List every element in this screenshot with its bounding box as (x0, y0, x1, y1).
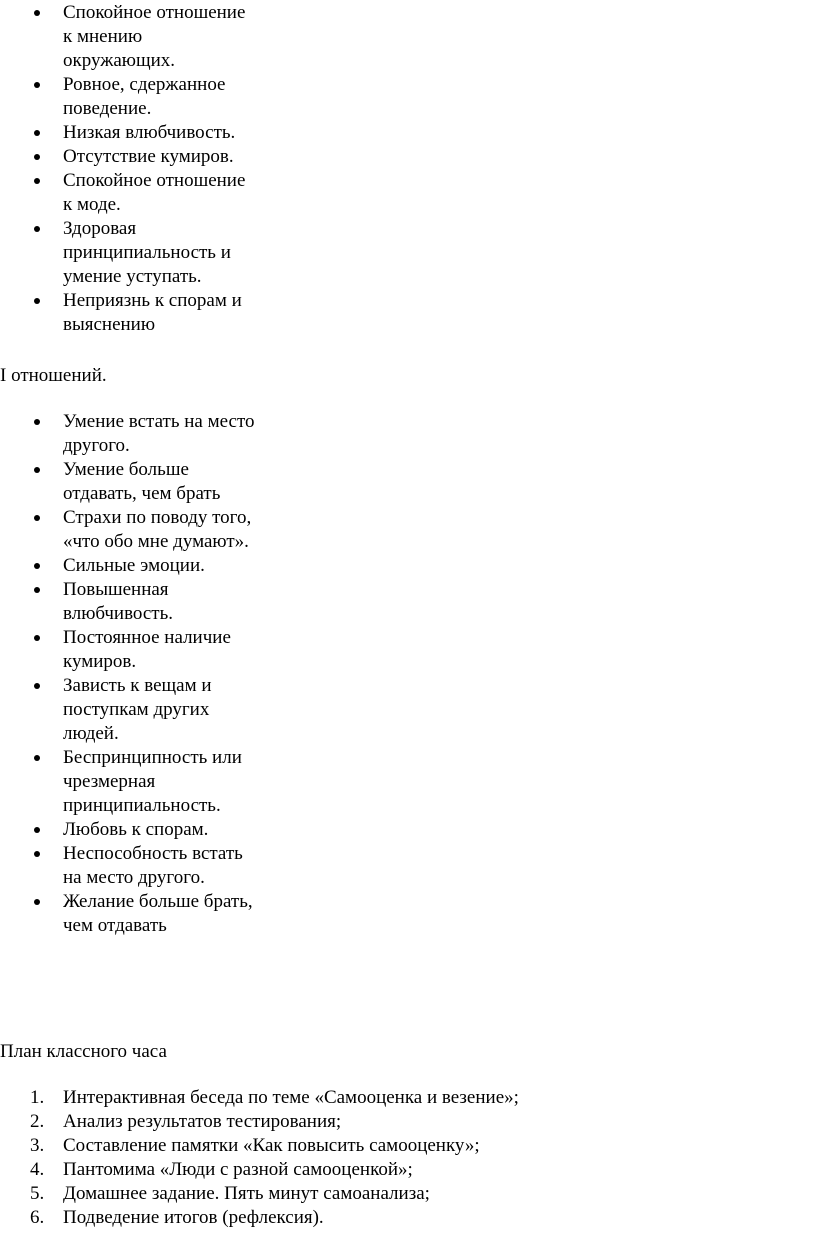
plan-item-number: 3. (30, 1135, 45, 1156)
plan-item-text: Домашнее задание. Пять минут самоанализа; (63, 1183, 430, 1204)
list-item-text: Беспринципность или чрезмерная принципиальность. (63, 747, 242, 816)
list-item (0, 506, 270, 554)
list-item-text: Спокойное отношение к моде. (63, 170, 246, 215)
list-item (0, 289, 270, 337)
plan-numbered-list (0, 1086, 816, 1230)
list-item (0, 578, 270, 626)
plan-heading: План классного часа (0, 1041, 167, 1062)
plan-item-number: 6. (30, 1207, 45, 1228)
list-item (0, 73, 270, 121)
list-item-text: Ровное, сдержанное поведение. (63, 74, 226, 119)
list-item (0, 217, 270, 289)
list-item-text: Умение больше отдавать, чем брать (63, 459, 221, 504)
plan-item (0, 1086, 816, 1110)
plan-item-text: Интерактивная беседа по теме «Самооценка и везение»; (63, 1087, 519, 1108)
list-item (0, 554, 270, 578)
list-item-text: Любовь к спорам. (63, 819, 209, 840)
list-item (0, 169, 270, 217)
list-item (0, 410, 270, 458)
plan-item-number: 1. (30, 1087, 45, 1108)
list-item (0, 674, 270, 746)
list-item-text: Неприязнь к спорам и выяснению (63, 290, 242, 335)
list-item-text: Спокойное отношение к мнению окружающих. (63, 2, 246, 71)
list-item (0, 1, 270, 73)
plan-item (0, 1110, 816, 1134)
list-item-text: Зависть к вещам и поступкам других людей. (63, 675, 212, 744)
plan-item-text: Пантомима «Люди с разной самооценкой»; (63, 1159, 413, 1180)
list-item-text: Здоровая принципиальность и умение уступать. (63, 218, 231, 287)
plan-item-number: 2. (30, 1111, 45, 1132)
list-item (0, 818, 270, 842)
list-item (0, 842, 270, 890)
list-item-text: Низкая влюбчивость. (63, 122, 236, 143)
plan-item-text: Составление памятки «Как повысить самооценку»; (63, 1135, 480, 1156)
bullet-list-emotional-traits (0, 410, 270, 938)
list-item (0, 890, 270, 938)
list-item (0, 121, 270, 145)
plan-item (0, 1158, 816, 1182)
list-item-text: Отсутствие кумиров. (63, 146, 234, 167)
plan-item (0, 1134, 816, 1158)
list-item-text: Неспособность встать на место другого. (63, 843, 243, 888)
list-item-text: Желание больше брать, чем отдавать (63, 891, 253, 936)
bullet-list-calm-traits (0, 1, 270, 337)
plan-item-text: Подведение итогов (рефлексия). (63, 1207, 324, 1228)
list-item (0, 626, 270, 674)
list-item (0, 145, 270, 169)
plan-item (0, 1182, 816, 1206)
list-item (0, 746, 270, 818)
list-item-text: Постоянное наличие кумиров. (63, 627, 231, 672)
list-item-text: Умение встать на место другого. (63, 411, 255, 456)
plan-item-number: 5. (30, 1183, 45, 1204)
list-item-text: Сильные эмоции. (63, 555, 205, 576)
plan-item (0, 1206, 816, 1230)
list-item-text: Повышенная влюбчивость. (63, 579, 174, 624)
plan-item-text: Анализ результатов тестирования; (63, 1111, 342, 1132)
list-item (0, 458, 270, 506)
paragraph-relations: I отношений. (0, 365, 107, 386)
plan-item-number: 4. (30, 1159, 45, 1180)
list-item-text: Страхи по поводу того, «что обо мне думают». (63, 507, 252, 552)
